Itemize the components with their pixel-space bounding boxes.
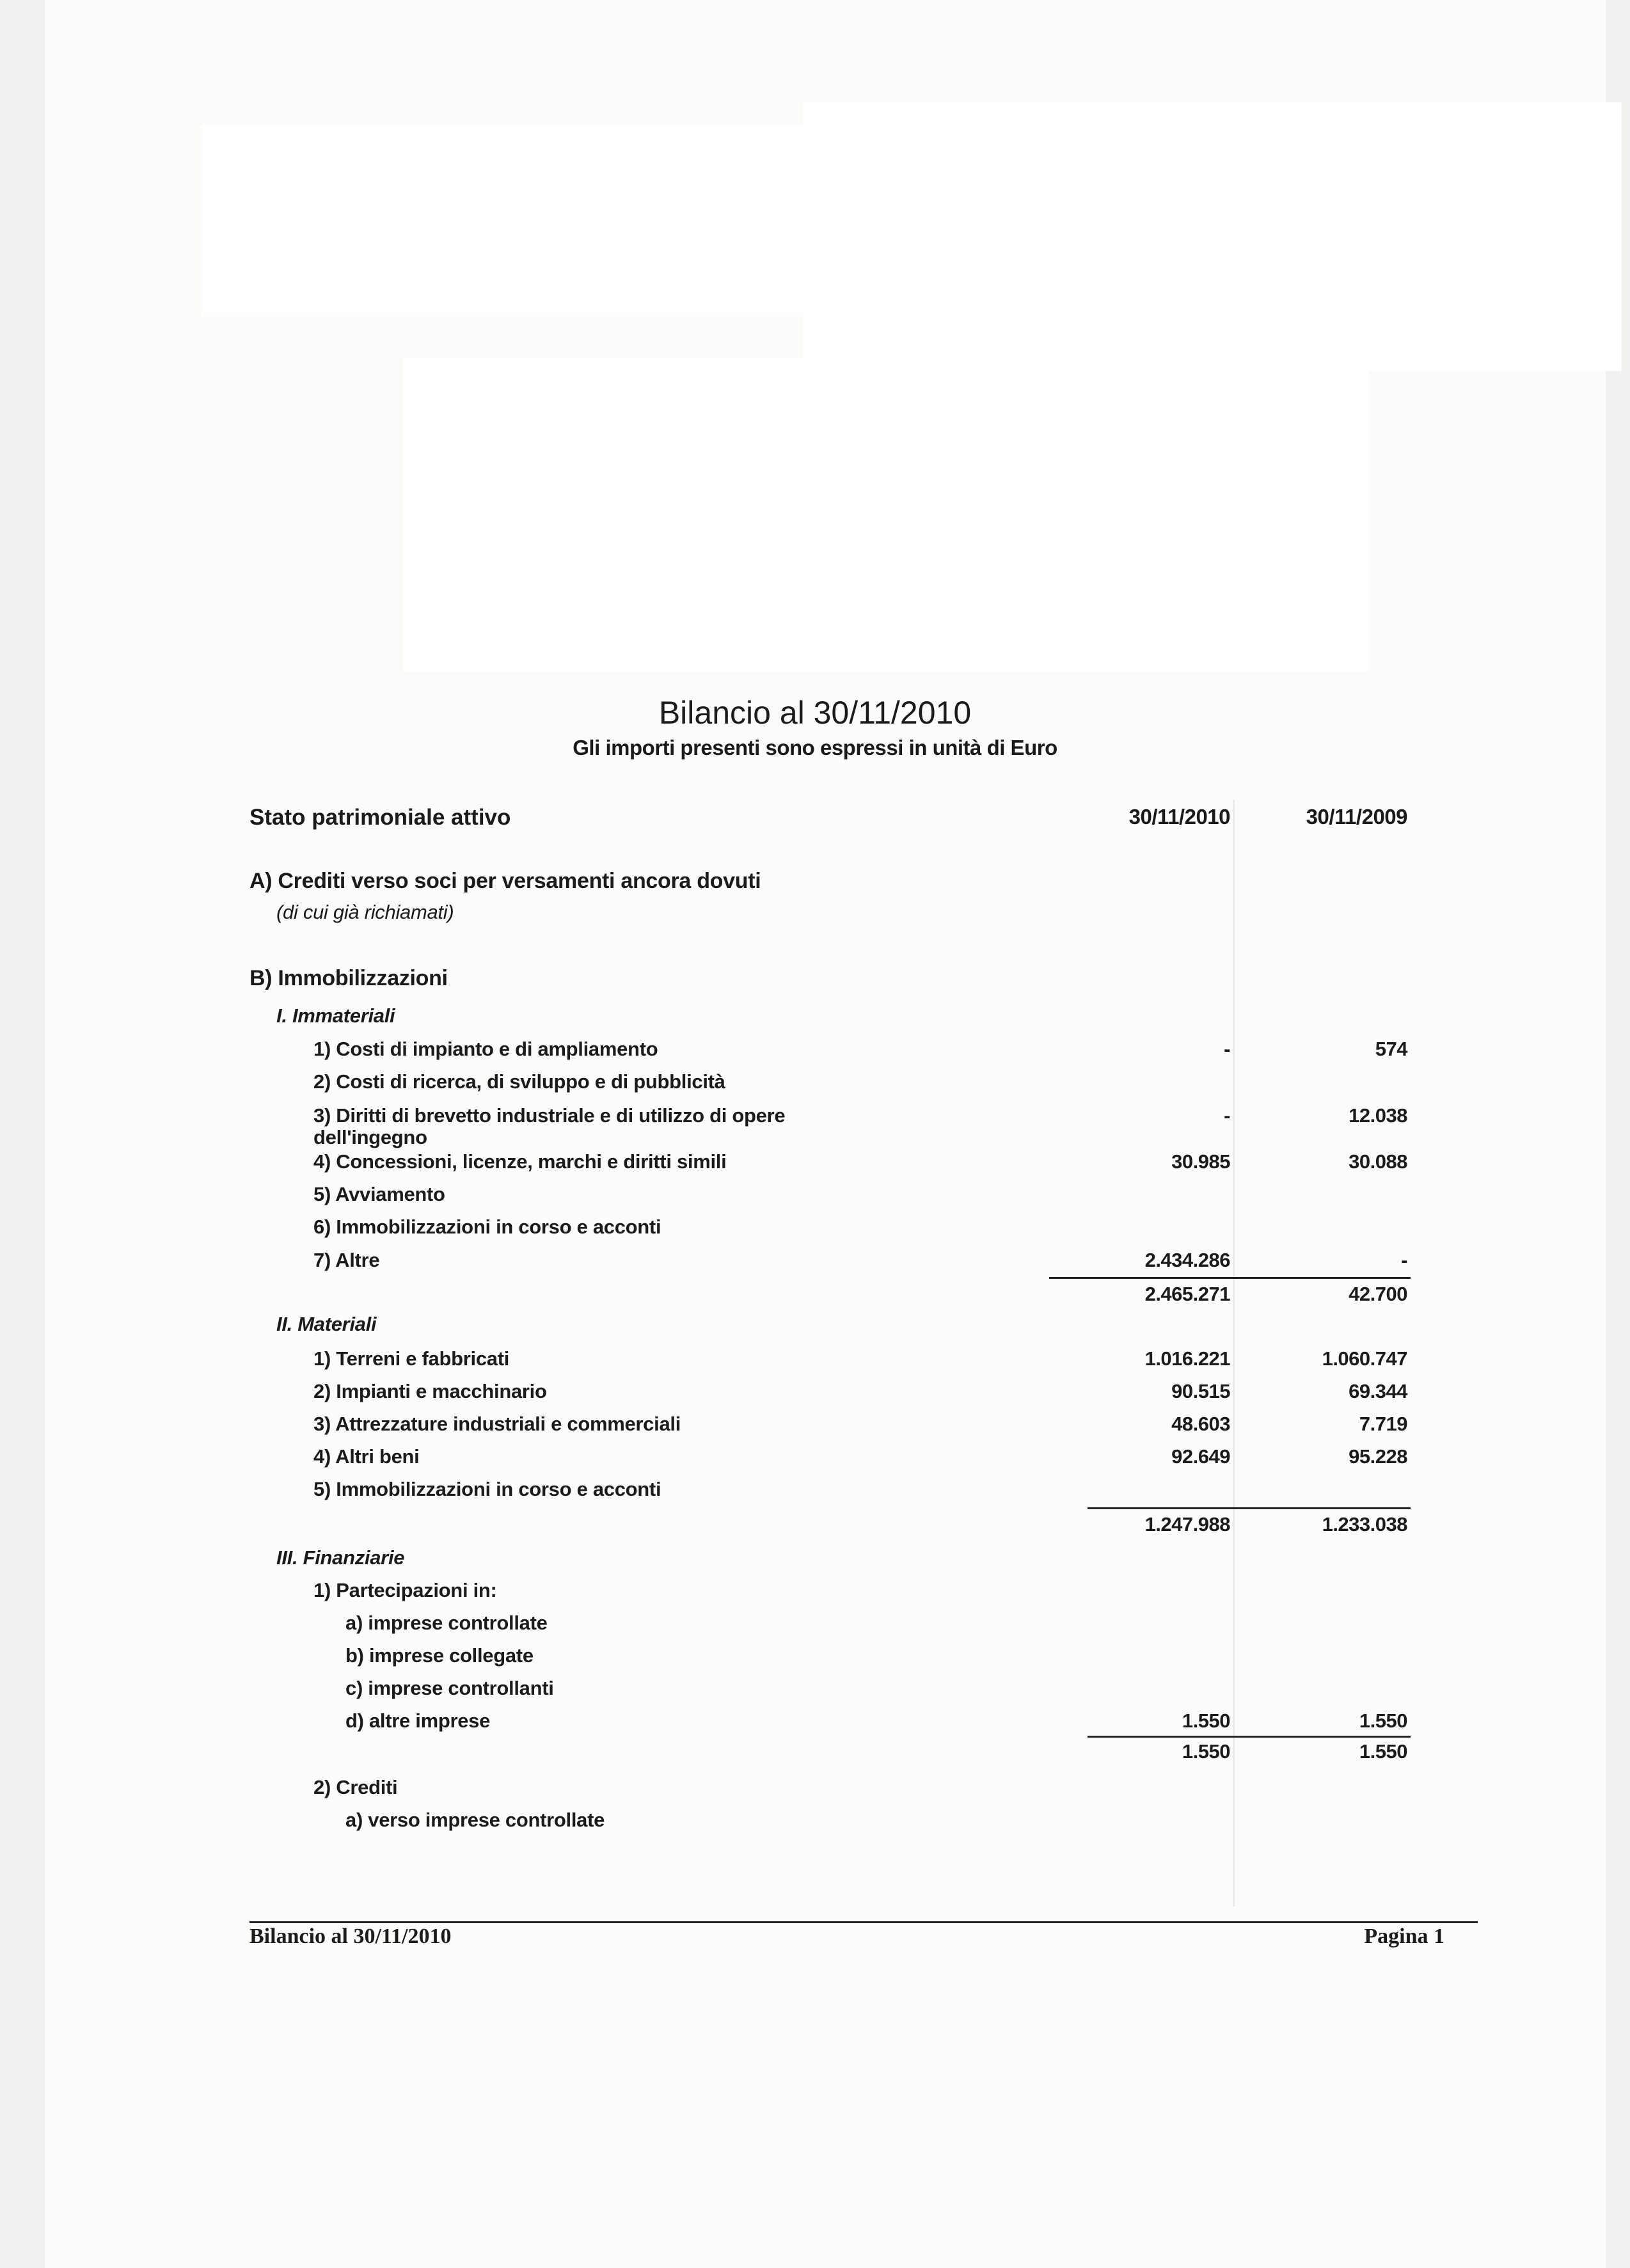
subtotal-2010: 2.465.271 [1144, 1283, 1230, 1305]
list-item: c) imprese controllanti [345, 1677, 554, 1699]
table-header-col2: 30/11/2009 [1306, 805, 1407, 829]
table-header-col1: 30/11/2010 [1128, 805, 1230, 829]
list-item: a) imprese controllate [345, 1612, 548, 1634]
section-a-label: A) Crediti verso soci per versamenti ancora dovuti [249, 869, 761, 893]
list-item: d) altre imprese [345, 1709, 491, 1732]
subtotal-2009: 1.550 [1359, 1740, 1407, 1763]
value-2010: 90.515 [1171, 1380, 1230, 1402]
value-2009: 1.060.747 [1322, 1347, 1407, 1370]
subtotal-2009: 1.233.038 [1322, 1513, 1407, 1535]
list-item: 3) Attrezzature industriali e commerciali [313, 1413, 681, 1435]
value-2010: 48.603 [1171, 1413, 1230, 1435]
list-item: b) imprese collegate [345, 1644, 534, 1667]
value-2010: - [1224, 1104, 1230, 1127]
value-2009: 574 [1375, 1038, 1407, 1060]
section-a-note: (di cui già richiamati) [276, 901, 454, 923]
value-2009: 1.550 [1359, 1709, 1407, 1732]
subtotal-rule [1088, 1507, 1411, 1509]
value-2009: 30.088 [1349, 1150, 1407, 1173]
list-item: 3) Diritti di brevetto industriale e di utilizzo di opere [313, 1104, 786, 1127]
subtotal-2009: 42.700 [1349, 1283, 1407, 1305]
page-subtitle: Gli importi presenti sono espressi in unità di Euro [573, 736, 1057, 759]
value-2009: 7.719 [1359, 1413, 1407, 1435]
value-2010: 1.550 [1182, 1709, 1230, 1732]
subtotal-rule [1088, 1736, 1411, 1738]
page-title: Bilancio al 30/11/2010 [658, 695, 972, 731]
list-item: 7) Altre [313, 1249, 380, 1271]
list-item: 1) Costi di impianto e di ampliamento [313, 1038, 658, 1060]
list-item: a) verso imprese controllate [345, 1809, 605, 1831]
list-item: 4) Concessioni, licenze, marchi e diritti simili [313, 1150, 727, 1173]
section-b-label: B) Immobilizzazioni [249, 966, 448, 990]
crediti-heading: 2) Crediti [313, 1776, 398, 1798]
list-item: 5) Avviamento [313, 1183, 445, 1205]
finanziarie-heading: III. Finanziarie [276, 1546, 405, 1569]
value-2009: 12.038 [1349, 1104, 1407, 1127]
table-header-label: Stato patrimoniale attivo [249, 805, 511, 830]
value-2009: 95.228 [1349, 1445, 1407, 1468]
value-2010: 30.985 [1171, 1150, 1230, 1173]
subtotal-2010: 1.247.988 [1144, 1513, 1230, 1535]
partecipazioni-heading: 1) Partecipazioni in: [313, 1579, 497, 1601]
value-2009: - [1401, 1249, 1407, 1271]
list-item: 5) Immobilizzazioni in corso e acconti [313, 1478, 661, 1500]
footer-page-number: Pagina 1 [1364, 1924, 1444, 1948]
value-2010: 92.649 [1171, 1445, 1230, 1468]
immateriali-heading: I. Immateriali [276, 1004, 395, 1027]
list-item: 6) Immobilizzazioni in corso e acconti [313, 1216, 661, 1238]
materiali-heading: II. Materiali [276, 1313, 377, 1335]
list-item: 2) Costi di ricerca, di sviluppo e di pubblicità [313, 1070, 725, 1093]
value-2010: 2.434.286 [1144, 1249, 1230, 1271]
footer-left: Bilancio al 30/11/2010 [249, 1924, 452, 1948]
list-item: 1) Terreni e fabbricati [313, 1347, 510, 1370]
column-divider [1233, 800, 1235, 1907]
list-item: 2) Impianti e macchinario [313, 1380, 547, 1402]
value-2010: - [1224, 1038, 1230, 1060]
redacted-block-right [803, 102, 1622, 371]
list-item: 4) Altri beni [313, 1445, 420, 1468]
value-2009: 69.344 [1349, 1380, 1407, 1402]
list-item-continued: dell'ingegno [313, 1126, 427, 1148]
value-2010: 1.016.221 [1144, 1347, 1230, 1370]
subtotal-rule [1049, 1277, 1411, 1279]
redacted-block-middle [403, 358, 1369, 672]
footer-rule [249, 1921, 1478, 1923]
subtotal-2010: 1.550 [1182, 1740, 1230, 1763]
